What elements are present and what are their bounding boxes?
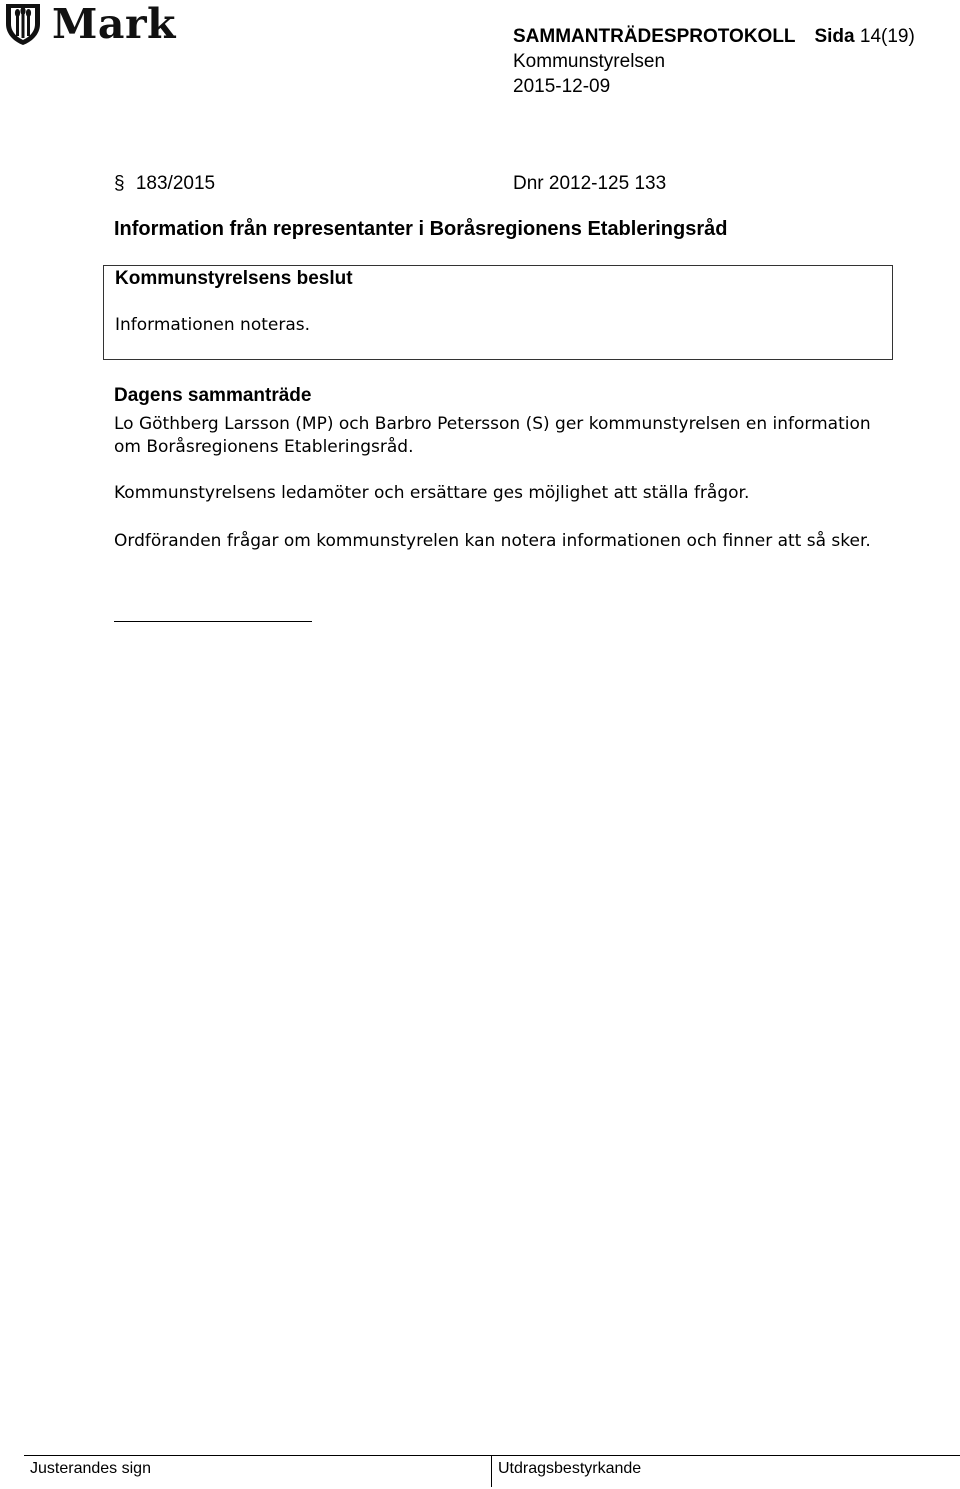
paragraph-number: 183/2015	[135, 173, 216, 194]
paragraph-reference	[114, 172, 215, 196]
meeting-paragraph: Lo Göthberg Larsson (MP) och Barbro Petersson (S) ger kommunstyrelsen en information om Boråsregionens Etableringsråd.	[114, 414, 871, 457]
page-label: Sida	[814, 26, 855, 47]
decision-text: Informationen noteras.	[115, 315, 311, 335]
municipality-logo	[4, 2, 176, 46]
document-header	[513, 24, 915, 99]
footer-rule	[24, 1455, 960, 1456]
end-of-section-rule	[114, 621, 312, 622]
decision-heading: Kommunstyrelsens beslut	[115, 268, 353, 289]
decision-box	[103, 265, 893, 360]
header-title-row	[513, 24, 915, 49]
logo-wordmark: Mark	[52, 0, 176, 48]
paragraph-symbol: §	[114, 173, 125, 194]
case-title: Information från representanter i Boråsregionens Etableringsråd	[114, 218, 728, 240]
coat-of-arms-icon	[4, 2, 42, 46]
meeting-paragraph: Kommunstyrelsens ledamöter och ersättare ges möjlighet att ställa frågor.	[114, 483, 750, 503]
meeting-date: 2015-12-09	[513, 76, 611, 97]
document-type: SAMMANTRÄDESPROTOKOLL	[513, 26, 796, 47]
certification-label: Utdragsbestyrkande	[498, 1460, 642, 1477]
footer-divider	[491, 1455, 492, 1487]
page-number: 14(19)	[859, 26, 915, 47]
meeting-paragraph: Ordföranden frågar om kommunstyrelen kan notera informationen och finner att så sker.	[114, 531, 871, 551]
body-name: Kommunstyrelsen	[513, 51, 666, 72]
diary-number: Dnr 2012-125 133	[513, 173, 667, 194]
meeting-heading: Dagens sammanträde	[114, 385, 312, 406]
signature-label: Justerandes sign	[30, 1460, 151, 1477]
